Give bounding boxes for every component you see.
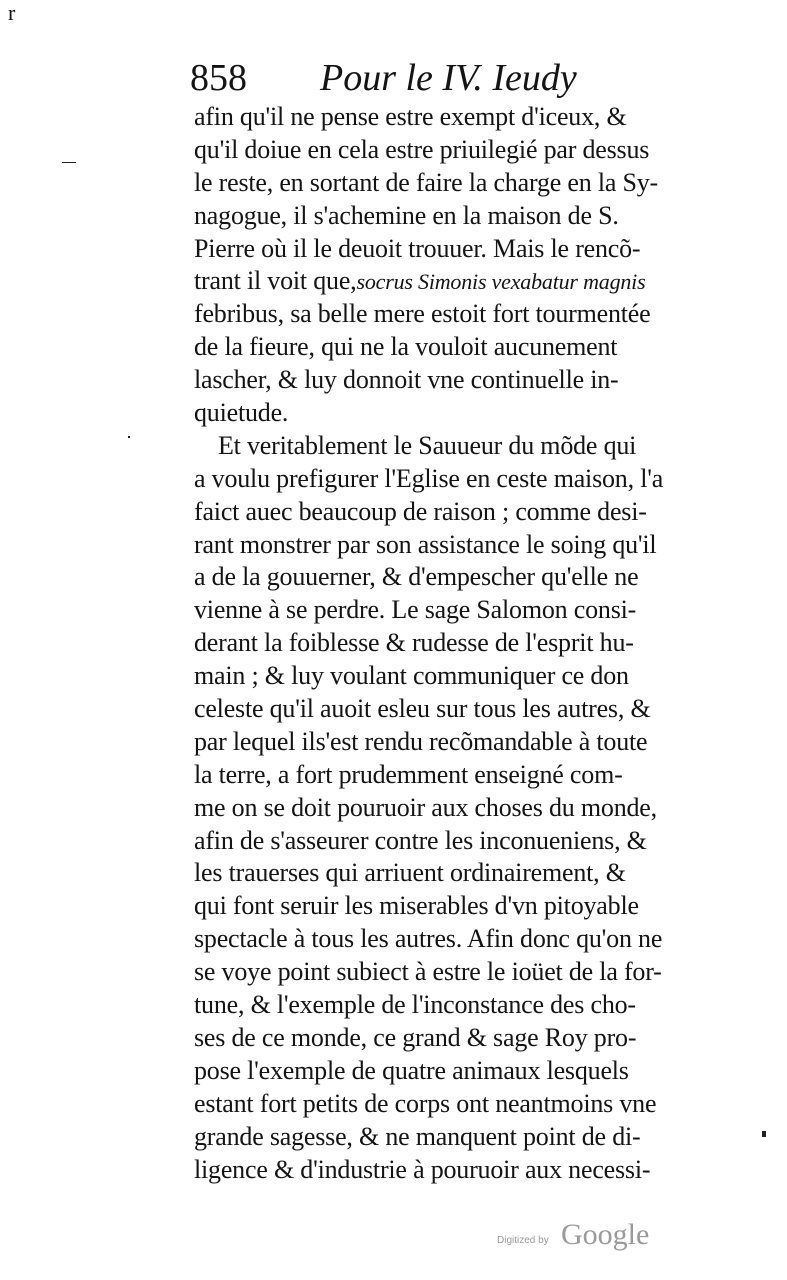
- margin-mark: [62, 162, 76, 163]
- text-line: derant la foiblesse & rudesse de l'esprit hu-: [194, 628, 634, 658]
- text-line: [194, 265, 706, 298]
- text-line: afin de s'asseurer contre les inconueniens, &: [194, 825, 647, 855]
- text-line: Pierre où il le deuoit trouuer. Mais le rencõ-: [194, 233, 641, 263]
- google-logo: Google: [561, 1218, 650, 1251]
- watermark-caption: Digitized by: [497, 1235, 549, 1246]
- text-line: de la fieure, qui ne la vouloit aucunement: [194, 332, 618, 362]
- text-line: quietude.: [194, 398, 289, 428]
- text-line: faict auec beaucoup de raison ; comme desi-: [194, 496, 647, 526]
- page-number: 858: [190, 57, 247, 99]
- text-line: rant monstrer par son assistance le soing qu'il: [194, 529, 657, 559]
- text-line: qu'il doiue en cela estre priuilegié par dessus: [194, 134, 650, 164]
- text-line: me on se doit pouruoir aux choses du monde,: [194, 792, 657, 822]
- text-line: les trauerses qui arriuent ordinairement, &: [194, 858, 626, 888]
- text-line: ligence & d'industrie à pouruoir aux necessi-: [194, 1154, 651, 1184]
- text-line: se voye point subiect à estre le ioüet de la for-: [194, 957, 662, 987]
- digitized-watermark: [497, 1218, 667, 1254]
- text-line: spectacle à tous les autres. Afin donc qu'on ne: [194, 924, 663, 954]
- text-line: a voulu prefigurer l'Eglise en ceste maison, l'a: [194, 463, 664, 493]
- text-line: febribus, sa belle mere estoit fort tourmentée: [194, 299, 651, 329]
- text-line: main ; & luy voulant communiquer ce don: [194, 661, 629, 691]
- text-segment: trant il voit que,: [194, 266, 357, 296]
- corner-mark: r: [8, 0, 16, 25]
- text-line: estant fort petits de corps ont neantmoins vne: [194, 1088, 657, 1118]
- text-line: afin qu'il ne pense estre exempt d'iceux, &: [194, 102, 627, 131]
- text-line: a de la gouuerner, & d'empescher qu'elle ne: [194, 562, 639, 592]
- latin-quote: socrus Simonis vexabatur magnis: [356, 269, 646, 295]
- text-line: la terre, a fort prudemment enseigné com-: [194, 759, 623, 789]
- text-line: le reste, en sortant de faire la charge en la Sy-: [194, 167, 659, 197]
- running-title: Pour le IV. Ieudy: [320, 57, 577, 99]
- page-header: [190, 56, 710, 102]
- body-text: [194, 101, 706, 1186]
- margin-mark: [762, 1131, 766, 1137]
- text-line: grande sagesse, & ne manquent point de di-: [194, 1121, 641, 1151]
- text-line: pose l'exemple de quatre animaux lesquels: [194, 1055, 629, 1085]
- text-line: ses de ce monde, ce grand & sage Roy pro-: [194, 1022, 637, 1052]
- text-line: tune, & l'exemple de l'inconstance des cho-: [194, 990, 636, 1020]
- text-line: par lequel ils'est rendu recõmandable à toute: [194, 726, 648, 756]
- text-line: vienne à se perdre. Le sage Salomon consi-: [194, 595, 637, 625]
- text-line: lascher, & luy donnoit vne continuelle in-: [194, 365, 619, 395]
- text-line: qui font seruir les miserables d'vn pitoyable: [194, 891, 639, 921]
- text-line: Et veritablement le Sauueur du mõde qui: [218, 430, 637, 460]
- margin-mark: [128, 436, 130, 438]
- text-line: nagogue, il s'achemine en la maison de S.: [194, 200, 619, 230]
- text-line: celeste qu'il auoit esleu sur tous les autres, &: [194, 694, 651, 724]
